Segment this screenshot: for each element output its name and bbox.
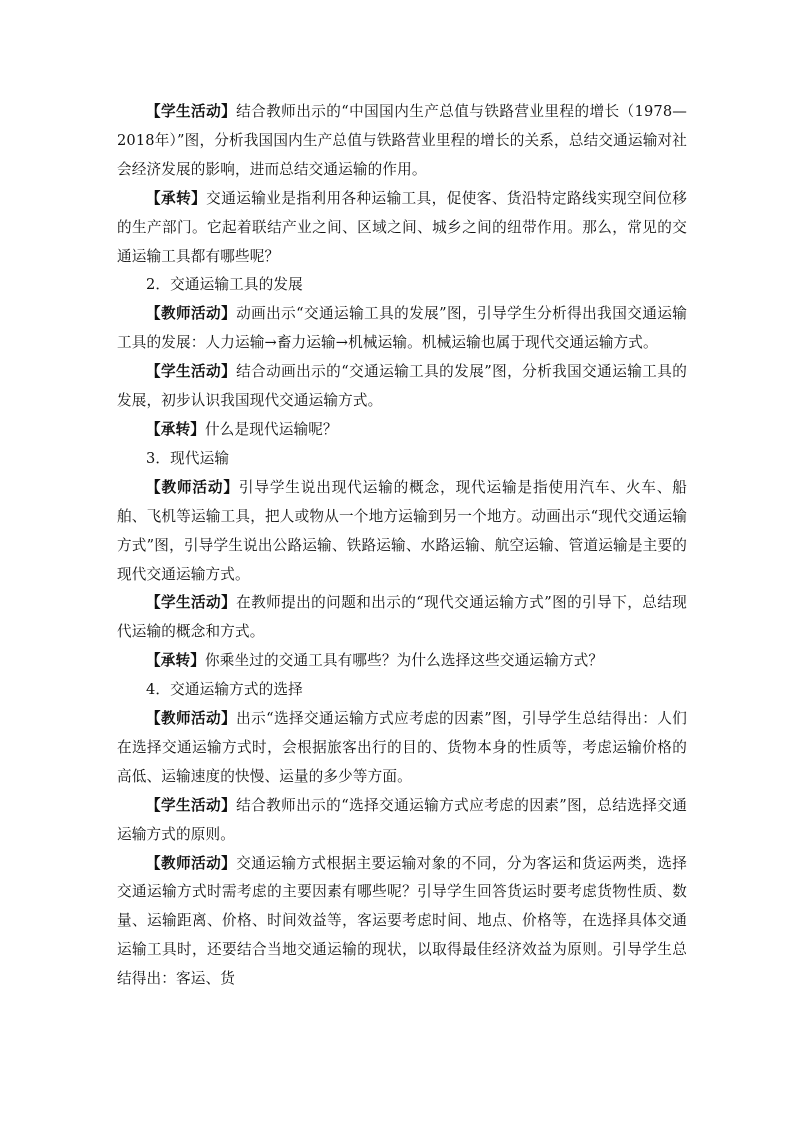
- paragraph-tag: 【教师活动】: [146, 854, 237, 872]
- paragraph-text: 出示“选择交通运输方式应考虑的因素”图，引导学生总结得出：人们在选择交通运输方式时，会根据旅客出行的目的、货物本身的性质等，考虑运输价格的高低、运输速度的快慢、运量的多少等方面。: [117, 710, 687, 785]
- paragraph-tag: 【教师活动】: [146, 710, 237, 728]
- heading-text: 3．现代运输: [146, 449, 230, 467]
- section-heading-choice: [117, 676, 687, 705]
- document-page: [117, 98, 687, 994]
- paragraph-tag: 【承转】: [146, 189, 207, 207]
- heading-text: 2．交通运输工具的发展: [146, 276, 303, 294]
- paragraph-text: 结合教师出示的“中国国内生产总值与铁路营业里程的增长（1978—2018年）”图，分析我国国内生产总值与铁路营业里程的增长的关系，总结交通运输对社会经济发展的影响，进而总结交通运输的作用。: [117, 103, 687, 178]
- paragraph-tag: 【承转】: [146, 652, 205, 670]
- paragraph-text: 引导学生说出现代运输的概念，现代运输是指使用汽车、火车、船舶、飞机等运输工具，把人或物从一个地方运输到另一个地方。动画出示“现代交通运输方式”图，引导学生说出公路运输、铁路运输、水路运输、航空运输、管道运输是主要的现代交通运输方式。: [117, 478, 687, 583]
- paragraph-tag: 【学生活动】: [146, 363, 237, 381]
- paragraph-text: 结合教师出示的“选择交通运输方式应考虑的因素”图，总结选择交通运输方式的原则。: [117, 796, 687, 843]
- paragraph-text: 交通运输业是指利用各种运输工具，促使客、货沿特定路线实现空间位移的生产部门。它起着联结产业之间、区域之间、城乡之间的纽带作用。那么，常见的交通运输工具都有哪些呢？: [117, 189, 687, 265]
- paragraph-tag: 【教师活动】: [146, 478, 239, 496]
- section-heading-modern-transport: [117, 445, 687, 474]
- paragraph-text: 什么是现代运输呢？: [204, 420, 338, 438]
- paragraph-teacher-activity-tools: [117, 300, 687, 358]
- paragraph-student-activity-modern: [117, 589, 687, 647]
- section-heading-tools-development: [117, 271, 687, 300]
- paragraph-transition-choice: [117, 647, 687, 676]
- paragraph-student-activity-gdp: [117, 98, 687, 185]
- paragraph-teacher-activity-principles: [117, 850, 687, 995]
- paragraph-student-activity-factors: [117, 792, 687, 850]
- paragraph-tag: 【学生活动】: [146, 103, 237, 120]
- paragraph-tag: 【学生活动】: [146, 796, 237, 814]
- paragraph-teacher-activity-modern: [117, 474, 687, 590]
- paragraph-tag: 【教师活动】: [146, 305, 237, 323]
- paragraph-tag: 【学生活动】: [146, 594, 237, 612]
- paragraph-teacher-activity-factors: [117, 705, 687, 792]
- paragraph-student-activity-tools: [117, 358, 687, 416]
- paragraph-tag: 【承转】: [146, 420, 205, 438]
- heading-text: 4．交通运输方式的选择: [146, 681, 303, 699]
- paragraph-transition-modern: [117, 416, 687, 445]
- paragraph-text: 动画出示“交通运输工具的发展”图，引导学生分析得出我国交通运输工具的发展：人力运输→畜力运输→机械运输。机械运输也属于现代交通运输方式。: [117, 305, 687, 352]
- paragraph-text: 在教师提出的问题和出示的“现代交通运输方式”图的引导下，总结现代运输的概念和方式。: [117, 594, 687, 641]
- paragraph-text: 你乘坐过的交通工具有哪些？为什么选择这些交通运输方式？: [204, 652, 604, 670]
- paragraph-transition-definition: [117, 185, 687, 272]
- paragraph-text: 结合动画出示的“交通运输工具的发展”图，分析我国交通运输工具的发展，初步认识我国现代交通运输方式。: [117, 363, 687, 410]
- paragraph-text: 交通运输方式根据主要运输对象的不同，分为客运和货运两类，选择交通运输方式时需考虑的主要因素有哪些呢？引导学生回答货运时要考虑货物性质、数量、运输距离、价格、时间效益等，客运要考虑时间、地点、价格等，在选择具体交通运输工具时，还要结合当地交通运输的现状，以取得最佳经济效益为原则。引导学生总结得出：客运、货: [117, 854, 687, 988]
